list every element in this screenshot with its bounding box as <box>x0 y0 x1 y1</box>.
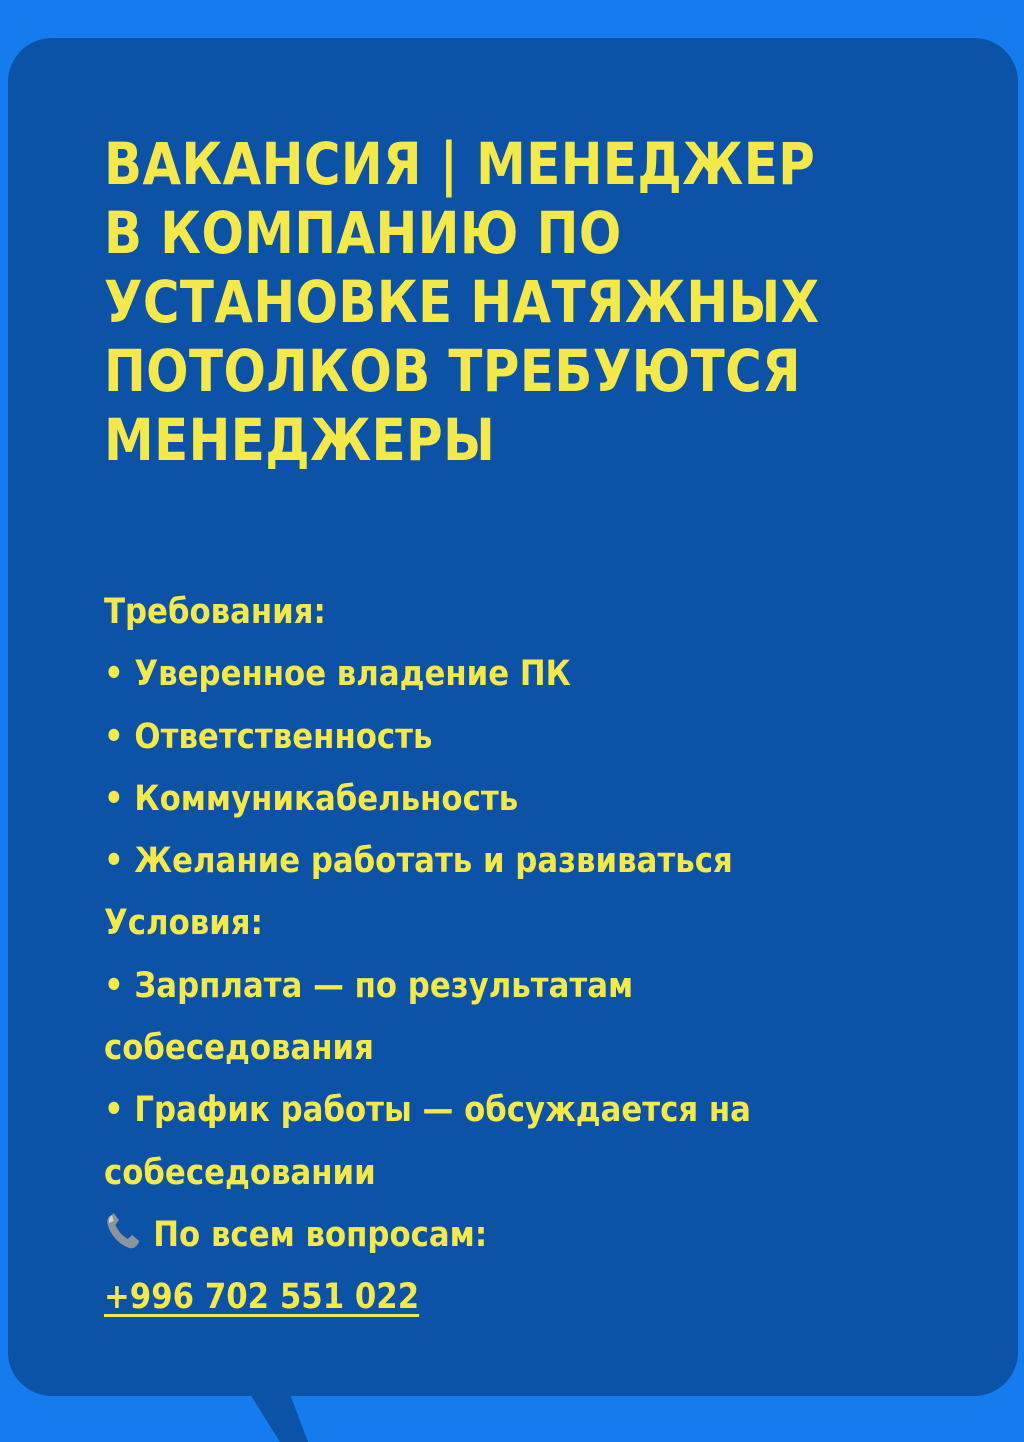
contact-line <box>104 1204 878 1266</box>
title-line: МЕНЕДЖЕРЫ <box>104 406 496 474</box>
phone-row <box>104 1266 878 1328</box>
vacancy-details <box>104 581 878 1329</box>
contact-label: По всем вопросам: <box>153 1214 488 1255</box>
requirement-item: • Желание работать и развиваться <box>104 841 733 882</box>
requirement-item: • Коммуникабельность <box>104 778 519 819</box>
phone-number-link[interactable]: +996 702 551 022 <box>104 1277 420 1318</box>
conditions-heading: Условия: <box>104 903 263 944</box>
condition-item: • График работы — обсуждается на <box>104 1090 751 1131</box>
requirement-item: • Ответственность <box>104 716 433 757</box>
phone-icon <box>104 1211 143 1251</box>
condition-item: • Зарплата — по результатам <box>104 965 634 1006</box>
title-line: ВАКАНСИЯ | МЕНЕДЖЕР <box>104 130 816 198</box>
condition-item: собеседования <box>104 1028 374 1069</box>
title-line: УСТАНОВКЕ НАТЯЖНЫХ <box>104 268 820 336</box>
requirement-item: • Уверенное владение ПК <box>104 654 571 695</box>
title-line: ПОТОЛКОВ ТРЕБУЮТСЯ <box>104 337 802 405</box>
vacancy-title <box>104 130 820 475</box>
condition-item: собеседовании <box>104 1152 376 1193</box>
requirements-heading: Требования: <box>104 592 326 632</box>
title-line: В КОМПАНИЮ ПО <box>104 199 622 267</box>
